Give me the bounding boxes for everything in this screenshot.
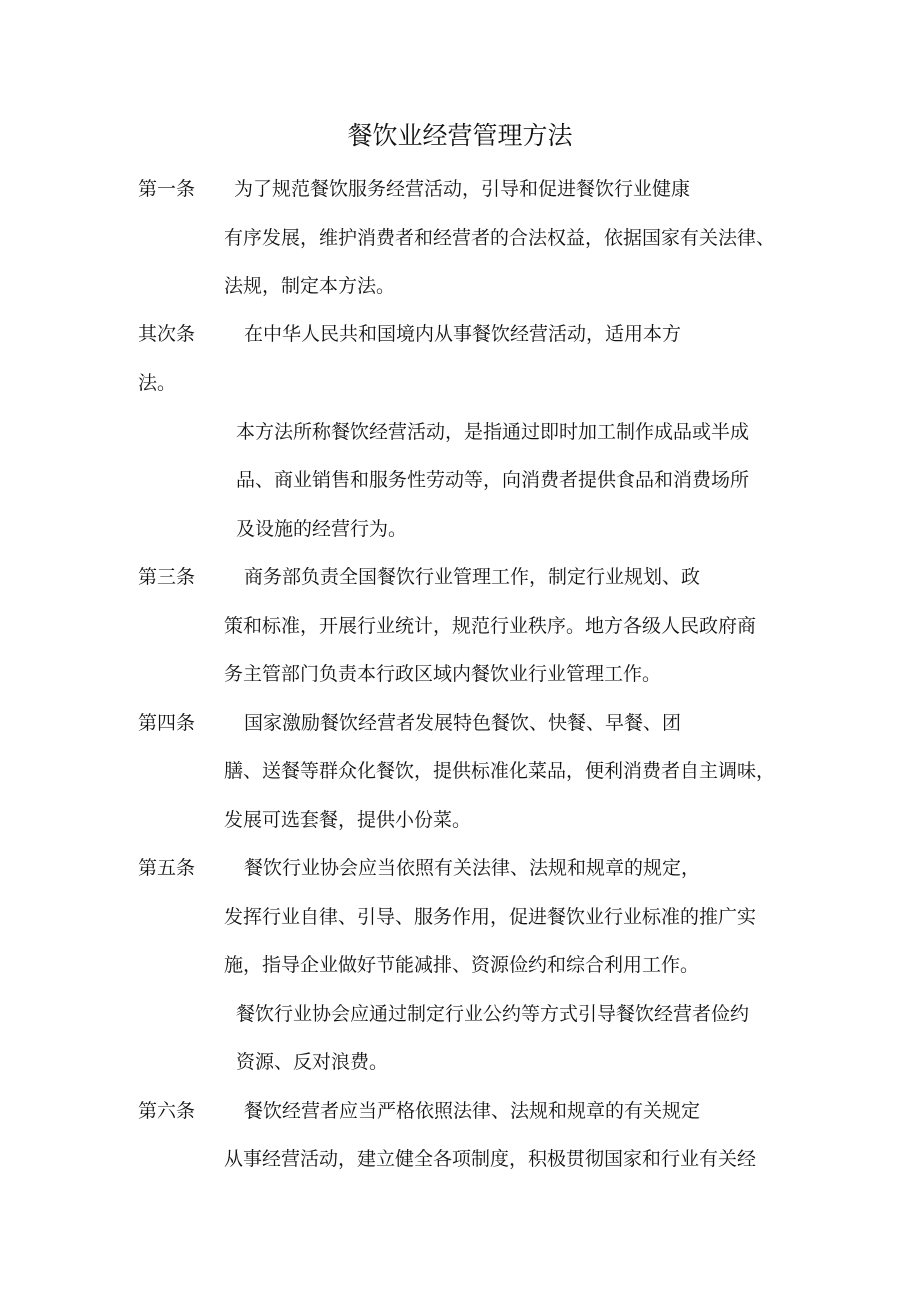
- article-1-line: 法规，制定本方法。: [224, 275, 396, 297]
- article-5-line: 施，指导企业做好节能减排、资源俭约和综合利用工作。: [224, 954, 700, 976]
- article-3-label: 第三条: [138, 566, 196, 588]
- article-5-paragraph-line: 餐饮行业协会应通过制定行业公约等方式引导餐饮经营者俭约: [236, 1003, 750, 1025]
- article-2-paragraph-line: 本方法所称餐饮经营活动，是指通过即时加工制作成品或半成: [236, 421, 750, 443]
- article-3-line: 务主管部门负责本行政区域内餐饮业行业管理工作。: [224, 663, 662, 685]
- article-4-line: 发展可选套餐，提供小份菜。: [224, 809, 472, 831]
- article-2-paragraph-line: 及设施的经营行为。: [236, 518, 408, 540]
- article-4-line: 膳、送餐等群众化餐饮，提供标准化菜品，便利消费者自主调味，: [224, 760, 776, 782]
- article-4-label: 第四条: [138, 712, 196, 734]
- document-title: 餐饮业经营管理方法: [347, 121, 573, 150]
- article-1-line: 有序发展，维护消费者和经营者的合法权益，依据国家有关法律、: [224, 227, 776, 249]
- article-3-line: 策和标准，开展行业统计，规范行业秩序。地方各级人民政府商: [224, 615, 757, 637]
- article-2-paragraph-line: 品、商业销售和服务性劳动等，向消费者提供食品和消费场所: [236, 469, 750, 491]
- article-5-first-line: 餐饮行业协会应当依照有关法律、法规和规章的规定，: [244, 857, 701, 879]
- article-2-continuation: 法。: [138, 372, 177, 394]
- article-1-label: 第一条: [138, 178, 196, 200]
- article-6-label: 第六条: [138, 1100, 196, 1122]
- article-5-label: 第五条: [138, 857, 196, 879]
- article-4-first-line: 国家激励餐饮经营者发展特色餐饮、快餐、早餐、团: [244, 712, 682, 734]
- article-6-line: 从事经营活动，建立健全各项制度，积极贯彻国家和行业有关经: [224, 1148, 757, 1170]
- article-2-first-line: 在中华人民共和国境内从事餐饮经营活动，适用本方: [244, 323, 682, 345]
- article-5-paragraph-line: 资源、反对浪费。: [236, 1051, 389, 1073]
- article-1-first-line: 为了规范餐饮服务经营活动，引导和促进餐饮行业健康: [234, 178, 691, 200]
- article-2-label: 其次条: [138, 323, 196, 345]
- article-5-line: 发挥行业自律、引导、服务作用，促进餐饮业行业标准的推广实: [224, 906, 757, 928]
- article-6-first-line: 餐饮经营者应当严格依照法律、法规和规章的有关规定: [244, 1100, 701, 1122]
- article-3-first-line: 商务部负责全国餐饮行业管理工作，制定行业规划、政: [244, 566, 701, 588]
